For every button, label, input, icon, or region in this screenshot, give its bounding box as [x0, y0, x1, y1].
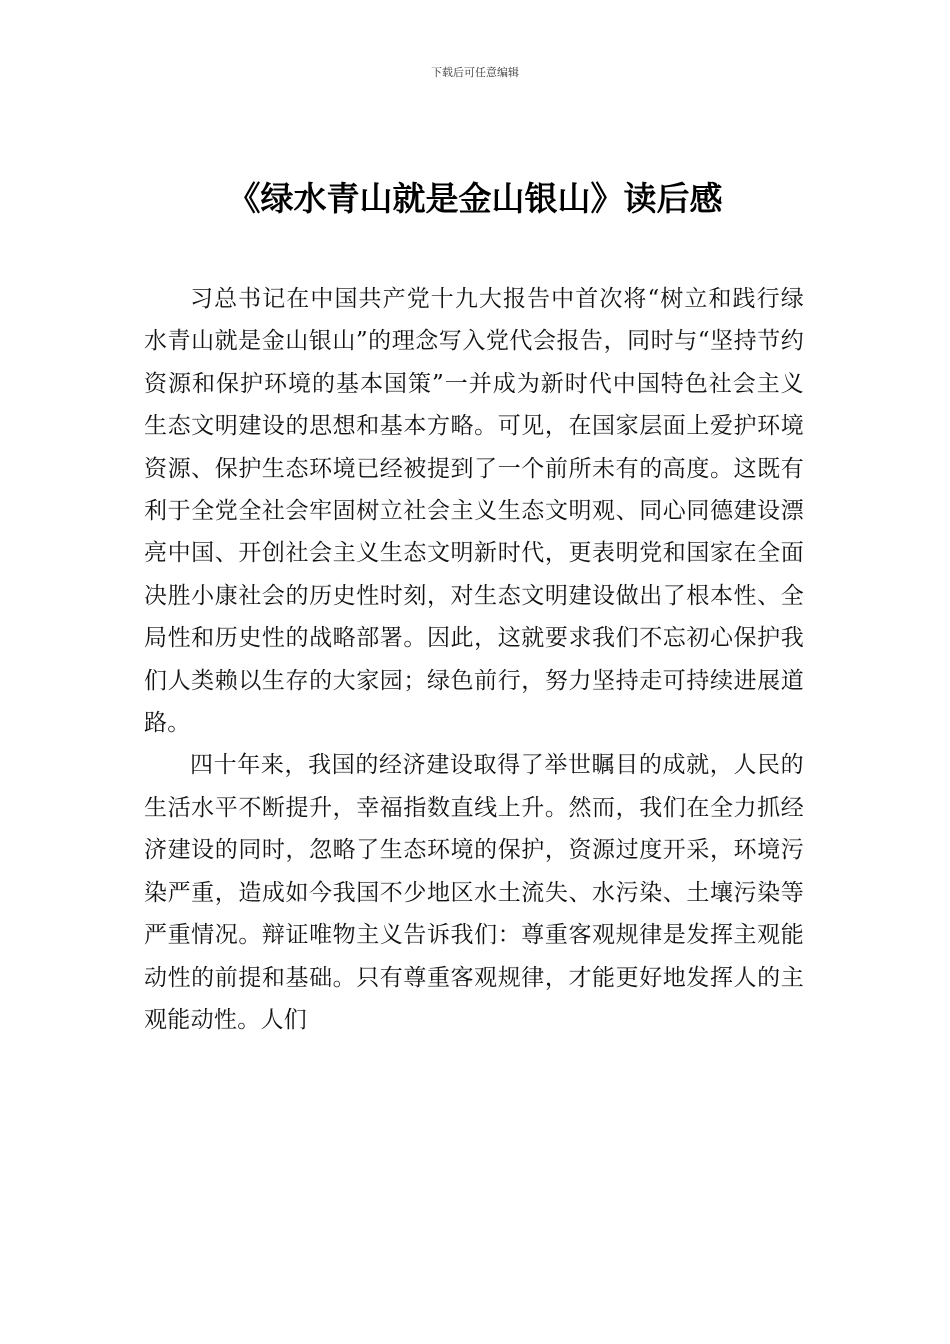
- document-body: [144, 278, 804, 1041]
- paragraph-2: 四十年来，我国的经济建设取得了举世瞩目的成就，人民的生活水平不断提升，幸福指数直线上升。然而，我们在全力抓经济建设的同时，忽略了生态环境的保护，资源过度开采，环境污染严重，造成如今我国不少地区水土流失、水污染、土壤污染等严重情况。辩证唯物主义告诉我们：尊重客观规律是发挥主观能动性的前提和基础。只有尊重客观规律，才能更好地发挥人的主观能动性。人们: [144, 752, 804, 1033]
- header-note: 下载后可任意编辑: [431, 66, 519, 79]
- document-title: 《绿水青山就是金山银山》读后感: [227, 179, 723, 218]
- paragraph-1: 习总书记在中国共产党十九大报告中首次将“树立和践行绿水青山就是金山银山”的理念写入党代会报告，同时与“坚持节约资源和保护环境的基本国策”一并成为新时代中国特色社会主义生态文明建设的思想和基本方略。可见，在国家层面上爱护环境资源、保护生态环境已经被提到了一个前所未有的高度。这既有利于全党全社会牢固树立社会主义生态文明观、同心同德建设漂亮中国、开创社会主义生态文明新时代，更表明党和国家在全面决胜小康社会的历史性时刻，对生态文明建设做出了根本性、全局性和历史性的战略部署。因此，这就要求我们不忘初心保护我们人类赖以生存的大家园；绿色前行，努力坚持走可持续进展道路。: [144, 286, 804, 737]
